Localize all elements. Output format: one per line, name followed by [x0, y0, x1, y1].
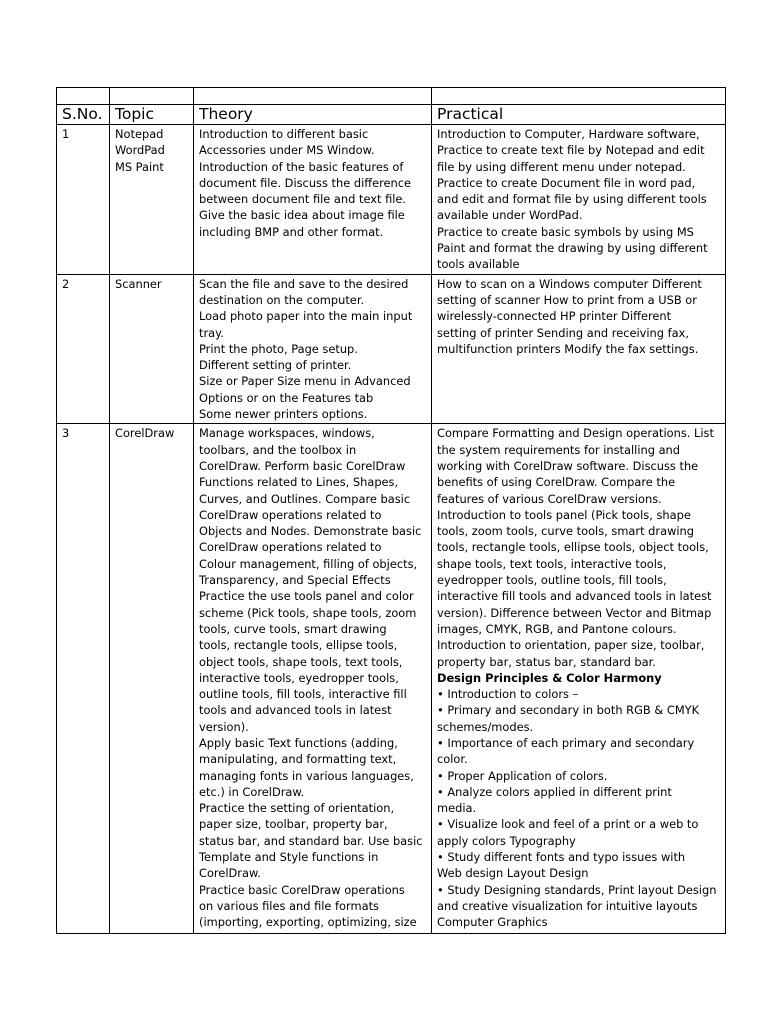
practical-line: working with CorelDraw software. Discuss the: [437, 458, 699, 473]
theory-line: Introduction to different basic: [199, 127, 369, 141]
theory-line: Objects and Nodes. Demonstrate basic: [199, 524, 422, 539]
theory-line: tray.: [199, 325, 224, 340]
topic-line: CorelDraw: [115, 426, 175, 441]
practical-line: the system requirements for installing and: [437, 442, 680, 457]
practical-bullet-line: • Visualize look and feel of a print or a web to: [437, 817, 699, 832]
topic-line: Scanner: [115, 276, 162, 291]
header-practical: Practical: [432, 105, 726, 125]
theory-line: tools, rectangle tools, ellipse tools,: [199, 638, 398, 653]
theory-line: Manage workspaces, windows,: [199, 426, 375, 441]
practical-line: wirelessly-connected HP printer Different: [437, 309, 672, 324]
table-row: [57, 274, 726, 424]
theory-line: Functions related to Lines, Shapes,: [199, 475, 399, 490]
theory-line: object tools, shape tools, text tools,: [199, 654, 403, 669]
theory-line: Apply basic Text functions (adding,: [199, 735, 398, 750]
sno-cell: 1: [57, 125, 110, 275]
theory-line: toolbars, and the toolbox in: [199, 442, 357, 457]
practical-bullet-line: Computer Graphics: [437, 915, 548, 930]
theory-line: Practice the use tools panel and color: [199, 589, 414, 604]
theory-line: Accessories under MS Window.: [199, 143, 375, 158]
practical-line: tools available: [437, 257, 520, 272]
practical-bullet-line: • Proper Application of colors.: [437, 768, 608, 783]
practical-bullet-line: • Importance of each primary and secondary: [437, 735, 695, 750]
theory-line: on various files and file formats: [199, 898, 379, 913]
theory-line: Template and Style functions in: [199, 850, 379, 865]
practical-line: file by using different menu under notepad.: [437, 159, 686, 174]
practical-line: tools, zoom tools, curve tools, smart drawing: [437, 524, 695, 539]
theory-line: Curves, and Outlines. Compare basic: [199, 491, 411, 506]
practical-line: Introduction to tools panel (Pick tools, shape: [437, 507, 691, 522]
theory-cell: [194, 125, 432, 275]
theory-line: Options or on the Features tab: [199, 390, 374, 405]
practical-line: How to scan on a Windows computer Different: [437, 276, 702, 291]
practical-bullet-line: color.: [437, 752, 468, 767]
practical-line: Compare Formatting and Design operations. List: [437, 426, 714, 441]
blank-cell: [194, 88, 432, 105]
theory-line: Load photo paper into the main input: [199, 309, 413, 324]
theory-line: destination on the computer.: [199, 292, 365, 307]
practical-line: and edit and format file by using different tools: [437, 192, 707, 207]
practical-line: tools, rectangle tools, ellipse tools, object tools,: [437, 540, 709, 555]
practical-bullet-line: • Analyze colors applied in different print: [437, 784, 672, 799]
practical-bullet-line: • Introduction to colors –: [437, 687, 579, 702]
practical-line: setting of printer Sending and receiving fax,: [437, 325, 689, 340]
theory-line: Transparency, and Special Effects: [199, 573, 391, 588]
header-sno: S.No.: [57, 105, 110, 125]
practical-cell: [432, 274, 726, 424]
theory-line: manipulating, and formatting text,: [199, 752, 397, 767]
practical-bullet-line: and creative visualization for intuitive layouts: [437, 898, 698, 913]
theory-line: document file. Discuss the difference: [199, 175, 412, 190]
sno-cell: 3: [57, 424, 110, 934]
topic-line: Notepad: [115, 127, 164, 141]
syllabus-table: [56, 87, 726, 934]
practical-line: Introduction to Computer, Hardware software,: [437, 127, 700, 141]
practical-line: eyedropper tools, outline tools, fill tools,: [437, 573, 667, 588]
practical-bullet-line: Web design Layout Design: [437, 866, 589, 881]
theory-line: CorelDraw operations related to: [199, 507, 382, 522]
topic-cell: [110, 274, 194, 424]
theory-line: Print the photo, Page setup.: [199, 341, 358, 356]
blank-cell: [57, 88, 110, 105]
topic-cell: [110, 125, 194, 275]
theory-line: CorelDraw operations related to: [199, 540, 382, 555]
theory-line: Practice basic CorelDraw operations: [199, 882, 405, 897]
theory-line: CorelDraw.: [199, 866, 261, 881]
practical-bullet-line: apply colors Typography: [437, 833, 576, 848]
theory-line: Colour management, filling of objects,: [199, 556, 418, 571]
practical-bullet-line: media.: [437, 801, 477, 816]
topic-line: WordPad: [115, 143, 165, 158]
theory-line: Introduction of the basic features of: [199, 159, 404, 174]
practical-cell: [432, 125, 726, 275]
theory-cell: [194, 424, 432, 934]
theory-line: Scan the file and save to the desired: [199, 276, 409, 291]
theory-line: between document file and text file.: [199, 192, 407, 207]
header-row: [57, 105, 726, 125]
theory-line: CorelDraw. Perform basic CorelDraw: [199, 458, 406, 473]
practical-line: setting of scanner How to print from a USB or: [437, 292, 697, 307]
practical-line: Introduction to orientation, paper size, toolbar,: [437, 638, 705, 653]
practical-bullet-line: • Study different fonts and typo issues with: [437, 850, 686, 865]
theory-line: version).: [199, 719, 249, 734]
theory-line: (importing, exporting, optimizing, size: [199, 915, 417, 930]
theory-line: including BMP and other format.: [199, 224, 384, 239]
header-theory: Theory: [194, 105, 432, 125]
sno-cell: 2: [57, 274, 110, 424]
practical-cell: [432, 424, 726, 934]
theory-line: managing fonts in various languages,: [199, 768, 414, 783]
header-topic: Topic: [110, 105, 194, 125]
practical-line: version). Difference between Vector and Bitmap: [437, 605, 712, 620]
theory-line: etc.) in CorelDraw.: [199, 784, 305, 799]
theory-line: Different setting of printer.: [199, 358, 352, 373]
practical-line: images, CMYK, RGB, and Pantone colours.: [437, 621, 677, 636]
theory-line: paper size, toolbar, property bar,: [199, 817, 388, 832]
practical-line: benefits of using CorelDraw. Compare the: [437, 475, 676, 490]
practical-cell-content: [437, 425, 721, 932]
practical-line: shape tools, text tools, interactive tools,: [437, 556, 667, 571]
theory-line: scheme (Pick tools, shape tools, zoom: [199, 605, 417, 620]
practical-line: Practice to create basic symbols by using MS: [437, 224, 694, 239]
topic-cell: [110, 424, 194, 934]
table-row: [57, 424, 726, 934]
theory-line: outline tools, fill tools, interactive fill: [199, 687, 407, 702]
table-row: [57, 125, 726, 275]
theory-line: Some newer printers options.: [199, 407, 368, 422]
practical-bullet-line: • Primary and secondary in both RGB & CMYK: [437, 703, 700, 718]
blank-row: [57, 88, 726, 105]
theory-cell: [194, 274, 432, 424]
practical-subheading: Design Principles & Color Harmony: [437, 670, 662, 685]
practical-line: available under WordPad.: [437, 208, 583, 223]
practical-line: interactive fill tools and advanced tools in latest: [437, 589, 712, 604]
theory-cell-content: [199, 425, 427, 932]
practical-line: features of various CorelDraw versions.: [437, 491, 662, 506]
practical-bullet-line: • Study Designing standards, Print layout Design: [437, 882, 717, 897]
theory-line: tools, curve tools, smart drawing: [199, 621, 387, 636]
practical-line: multifunction printers Modify the fax settings.: [437, 341, 699, 356]
theory-line: interactive tools, eyedropper tools,: [199, 670, 399, 685]
practical-line: Paint and format the drawing by using different: [437, 241, 708, 256]
practical-line: Practice to create Document file in word pad,: [437, 175, 696, 190]
practical-line: Practice to create text file by Notepad and edit: [437, 143, 705, 158]
practical-line: property bar, status bar, standard bar.: [437, 654, 656, 669]
theory-line: tools and advanced tools in latest: [199, 703, 392, 718]
theory-line: Practice the setting of orientation,: [199, 801, 395, 816]
blank-cell: [110, 88, 194, 105]
practical-bullet-line: schemes/modes.: [437, 719, 534, 734]
theory-line: status bar, and standard bar. Use basic: [199, 833, 423, 848]
theory-line: Size or Paper Size menu in Advanced: [199, 374, 411, 389]
blank-cell: [432, 88, 726, 105]
topic-line: MS Paint: [115, 159, 164, 174]
theory-line: Give the basic idea about image file: [199, 208, 405, 223]
